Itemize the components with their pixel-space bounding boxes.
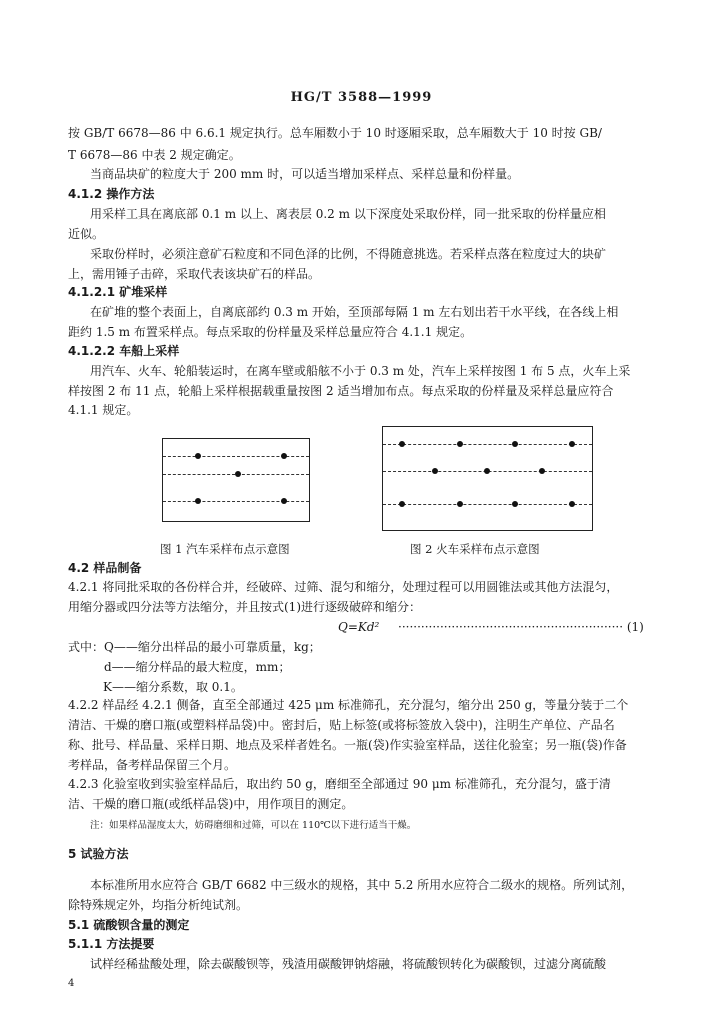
paragraph-line: 上，需用锤子击碎，采取代表该块矿石的样品。 — [68, 267, 321, 281]
page-number: 4 — [68, 978, 75, 989]
formula-variable: 式中：Q——缩分出样品的最小可靠质量，kg； — [68, 640, 321, 654]
section-heading-5-1-1: 5.1.1 方法提要 — [68, 937, 155, 951]
sampling-line — [383, 444, 592, 445]
formula: Q=Kd² — [338, 620, 380, 634]
sampling-point — [457, 501, 463, 507]
paragraph-line: 4.2.1 将同批采取的各份样合并，经破碎、过筛、混匀和缩分，处理过程可以用圆锥法或其他方法混匀， — [68, 580, 619, 594]
sampling-point — [512, 441, 518, 447]
sampling-point — [195, 453, 201, 459]
paragraph-line: 4.1.1 规定。 — [68, 403, 139, 417]
sampling-point — [512, 501, 518, 507]
section-heading-4-1-2-2: 4.1.2.2 车船上采样 — [68, 344, 180, 358]
sampling-point — [195, 498, 201, 504]
sampling-line — [163, 456, 309, 457]
sampling-point — [399, 501, 405, 507]
paragraph-line: 考样品，备考样品保留三个月。 — [68, 758, 237, 772]
paragraph-line: T 6678—86 中表 2 规定确定。 — [68, 148, 241, 162]
section-heading-4-1-2: 4.1.2 操作方法 — [68, 187, 155, 201]
sampling-line — [163, 501, 309, 502]
formula-number: ··························································· (1) — [398, 620, 644, 634]
paragraph-line: 用缩分器或四分法等方法缩分，并且按式(1)进行逐级破碎和缩分： — [68, 600, 422, 614]
sampling-point — [569, 441, 575, 447]
paragraph-line: 用采样工具在离底部 0.1 m 以上、离表层 0.2 m 以下深度处采取份样，同一批采取的份样量应相 — [90, 207, 606, 221]
sampling-point — [281, 498, 287, 504]
figure-2-train-diagram — [382, 426, 593, 531]
paragraph-line: 按 GB/T 6678—86 中 6.6.1 规定执行。总车厢数小于 10 时逐厢采取，总车厢数大于 10 时按 GB/ — [68, 126, 602, 140]
figure-1-truck-diagram — [162, 438, 310, 522]
note: 注：如果样品湿度太大，妨碍磨细和过筛，可以在 110℃以下进行适当干燥。 — [90, 820, 417, 831]
section-heading-5: 5 试验方法 — [68, 847, 129, 861]
paragraph-line: 用汽车、火车、轮船装运时，在离车壁或船舷不小于 0.3 m 处，汽车上采样按图 1 布 5 点，火车上采 — [90, 364, 631, 378]
sampling-line — [383, 504, 592, 505]
paragraph-line: 样按图 2 布 11 点，轮船上采样根据载重量按图 2 适当增加布点。每点采取的份样量及采样总量应符合 — [68, 384, 614, 398]
paragraph-line: 本标准所用水应符合 GB/T 6682 中三级水的规格，其中 5.2 所用水应符合二级水的规格。所列试剂， — [90, 878, 634, 892]
sampling-point — [539, 468, 545, 474]
sampling-point — [569, 501, 575, 507]
section-heading-4-2: 4.2 样品制备 — [68, 561, 142, 575]
sampling-point — [399, 441, 405, 447]
paragraph-line: 距约 1.5 m 布置采样点。每点采取的份样量及采样总量应符合 4.1.1 规定。 — [68, 325, 473, 339]
paragraph-line: 试样经稀盐酸处理，除去碳酸钡等，残渣用碳酸钾钠熔融，将硫酸钡转化为碳酸钡，过滤分离硫酸 — [90, 957, 607, 971]
figure-1-caption: 图 1 汽车采样布点示意图 — [160, 542, 290, 556]
running-header: HG/T 3588—1999 — [290, 90, 433, 105]
figure-2-caption: 图 2 火车采样布点示意图 — [410, 542, 540, 556]
paragraph-line: 称、批号、样品量、采样日期、地点及采样者姓名。一瓶(袋)作实验室样品，送往化验室；另一瓶(袋)作备 — [68, 738, 627, 752]
paragraph-line: 采取份样时，必须注意矿石粒度和不同色泽的比例，不得随意挑选。若采样点落在粒度过大的块矿 — [90, 247, 607, 261]
formula-variable: K——缩分系数，取 0.1。 — [103, 680, 243, 694]
paragraph-line: 近似。 — [68, 227, 105, 241]
paragraph-line: 4.2.2 样品经 4.2.1 侧备，直至全部通过 425 μm 标准筛孔，充分混匀，缩分出 250 g，等量分装于二个 — [68, 698, 629, 712]
sampling-point — [235, 471, 241, 477]
section-heading-4-1-2-1: 4.1.2.1 矿堆采样 — [68, 285, 168, 299]
sampling-point — [281, 453, 287, 459]
paragraph: 当商品块矿的粒度大于 200 mm 时，可以适当增加采样点、采样总量和份样量。 — [90, 167, 520, 181]
section-heading-5-1: 5.1 硫酸钡含量的测定 — [68, 918, 190, 932]
formula-variable: d——缩分样品的最大粒度，mm； — [104, 660, 291, 674]
sampling-point — [484, 468, 490, 474]
sampling-point — [457, 441, 463, 447]
sampling-point — [432, 468, 438, 474]
paragraph-line: 清洁、干燥的磨口瓶(或塑料样品袋)中。密封后，贴上标签(或将标签放入袋中)，注明生产单位、产品名 — [68, 718, 615, 732]
paragraph-line: 除特殊规定外，均指分析纯试剂。 — [68, 898, 249, 912]
paragraph-line: 4.2.3 化验室收到实验室样品后，取出约 50 g，磨细至全部通过 90 μm 标准筛孔，充分混匀，盛于清 — [68, 777, 611, 791]
paragraph-line: 洁、干燥的磨口瓶(或纸样品袋)中，用作项目的测定。 — [68, 797, 354, 811]
paragraph-line: 在矿堆的整个表面上，自离底部约 0.3 m 开始，至顶部每隔 1 m 左右划出若干水平线，在各线上相 — [90, 305, 619, 319]
